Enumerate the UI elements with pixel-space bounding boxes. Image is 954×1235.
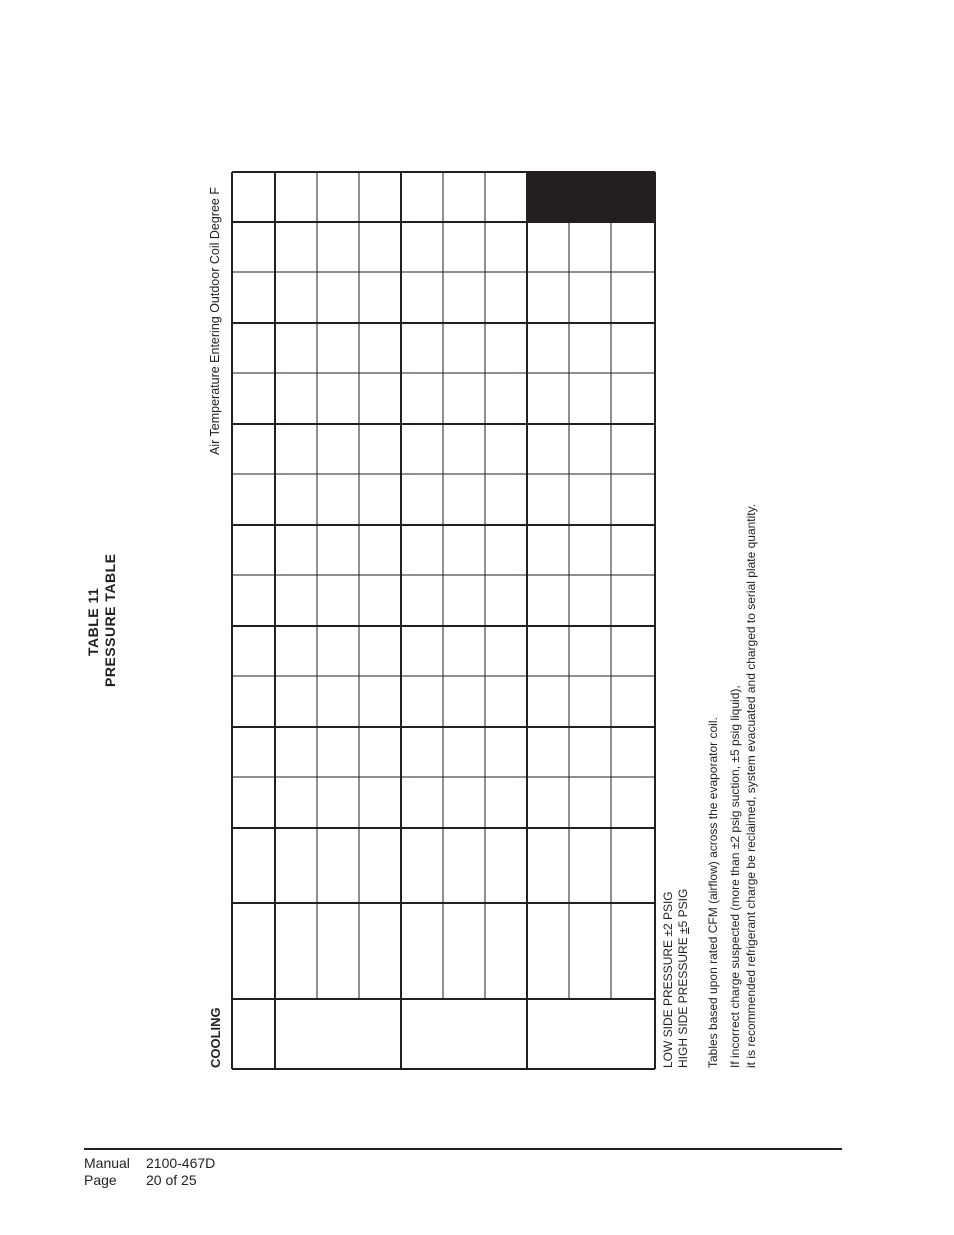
page-number: 20 of 25 [146, 1172, 197, 1188]
manual-number: 2100-467D [146, 1155, 216, 1171]
footer-manual-row [84, 1155, 215, 1172]
table-title: PRESSURE TABLE [102, 553, 118, 687]
cooling-label: COOLING [208, 1007, 223, 1068]
footer [84, 1155, 215, 1189]
high-side-label: HIGH SIDE PRESSURE [676, 933, 690, 1068]
high-side-value: 5 PSIG [676, 888, 690, 928]
high-side-note [677, 889, 689, 1068]
table-number: TABLE 11 [85, 587, 101, 656]
footer-page-row [84, 1172, 215, 1189]
note-reclaim: it is recommended refrigerant charge be reclaimed, system evacuated and charged to serial plate quantity. [744, 503, 758, 1068]
high-side-plus-minus: ± [676, 927, 690, 934]
footer-rule [84, 1148, 842, 1150]
note-charge-suspected: If incorrect charge suspected (more than ±2 psig suction, ±5 psig liquid), [728, 685, 742, 1068]
low-side-note: LOW SIDE PRESSURE ±2 PSIG [661, 891, 675, 1068]
note-cfm: Tables based upon rated CFM (airflow) across the evaporator coil. [706, 717, 720, 1068]
column-header: Air Temperature Entering Outdoor Coil Degree F [208, 187, 222, 455]
page-label: Page [84, 1172, 117, 1188]
manual-label: Manual [84, 1155, 130, 1171]
header-filled-block [527, 172, 655, 222]
